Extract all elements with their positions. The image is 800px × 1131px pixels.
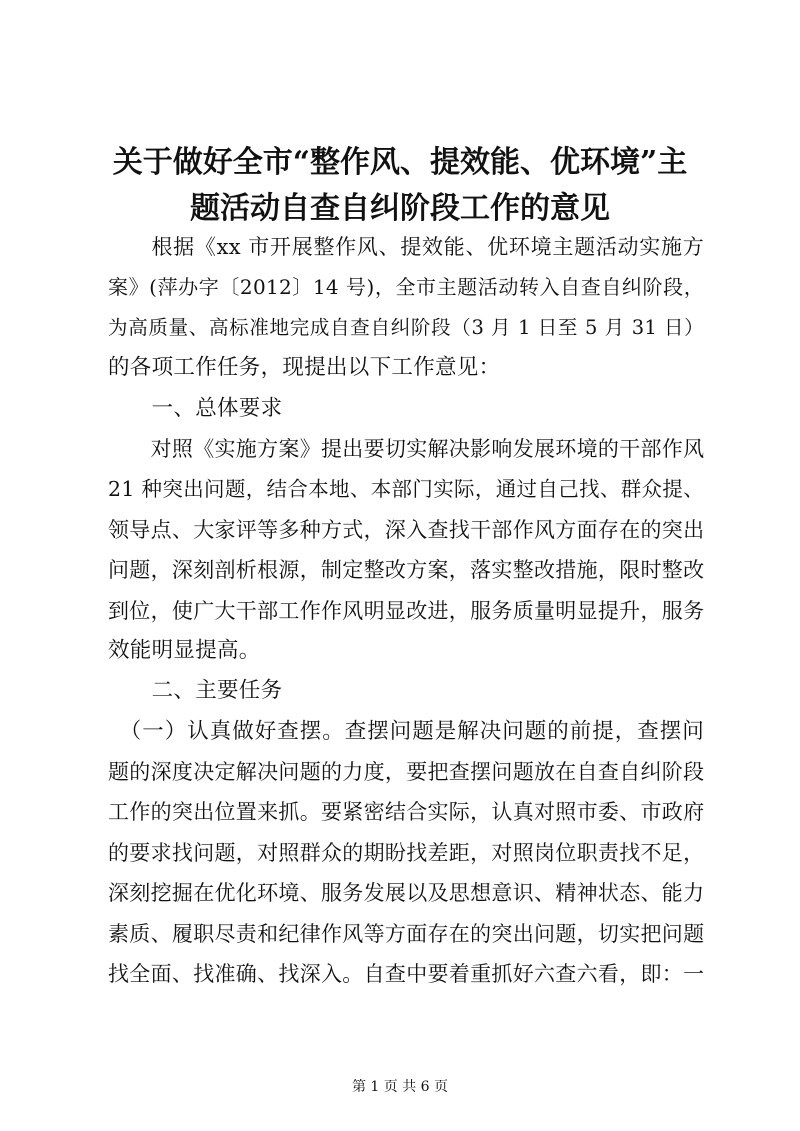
section-heading: 一、总体要求 [108,396,283,421]
body-line: 到位，使广大干部工作作风明显改进，服务质量明显提升，服务 [108,599,705,623]
body-line: 案》(萍办字〔2012〕14 号)，全市主题活动转入自查自纠阶段， [108,275,704,299]
body-line: 深刻挖掘在优化环境、服务发展以及思想意识、精神状态、能力 [108,881,705,905]
body-line: 21 种突出问题，结合本地、本部门实际，通过自己找、群众提、 [108,477,704,501]
body-line: 工作的突出位置来抓。要紧密结合实际，认真对照市委、市政府 [108,800,705,824]
section-heading: 二、主要任务 [108,678,283,703]
document-title-line-2: 题活动自查自纠阶段工作的意见 [190,191,610,226]
body-line: 为高质量、高标准地完成自查自纠阶段（3 月 1 日至 5 月 31 日） [108,316,704,339]
body-line: 的要求找问题，对照群众的期盼找差距，对照岗位职责找不足， [108,841,705,865]
body-line: 题的深度决定解决问题的力度，要把查摆问题放在自查自纠阶段 [108,760,705,784]
body-line: 对照《实施方案》提出要切实解决影响发展环境的干部作风 [108,437,705,461]
body-line: 素质、履职尽责和纪律作风等方面存在的突出问题，切实把问题 [108,922,705,946]
page-footer: 第 1 页 共 6 页 [351,1079,449,1095]
body-line: 找全面、找准确、找深入。自查中要着重抓好六查六看，即：一 [108,962,705,986]
body-line: 效能明显提高。 [108,638,261,663]
body-line: 的各项工作任务，现提出以下工作意见： [108,355,501,380]
body-line: （一）认真做好查摆。查摆问题是解决问题的前提，查摆问 [108,719,704,744]
body-line: 领导点、大家评等多种方式，深入查找干部作风方面存在的突出 [108,518,705,542]
body-line: 根据《xx 市开展整作风、提效能、优环境主题活动实施方 [108,235,704,259]
body-line: 问题，深刻剖析根源，制定整改方案，落实整改措施，限时整改 [108,558,705,582]
document-title-line-1: 关于做好全市“整作风、提效能、优环境”主 [112,145,688,180]
